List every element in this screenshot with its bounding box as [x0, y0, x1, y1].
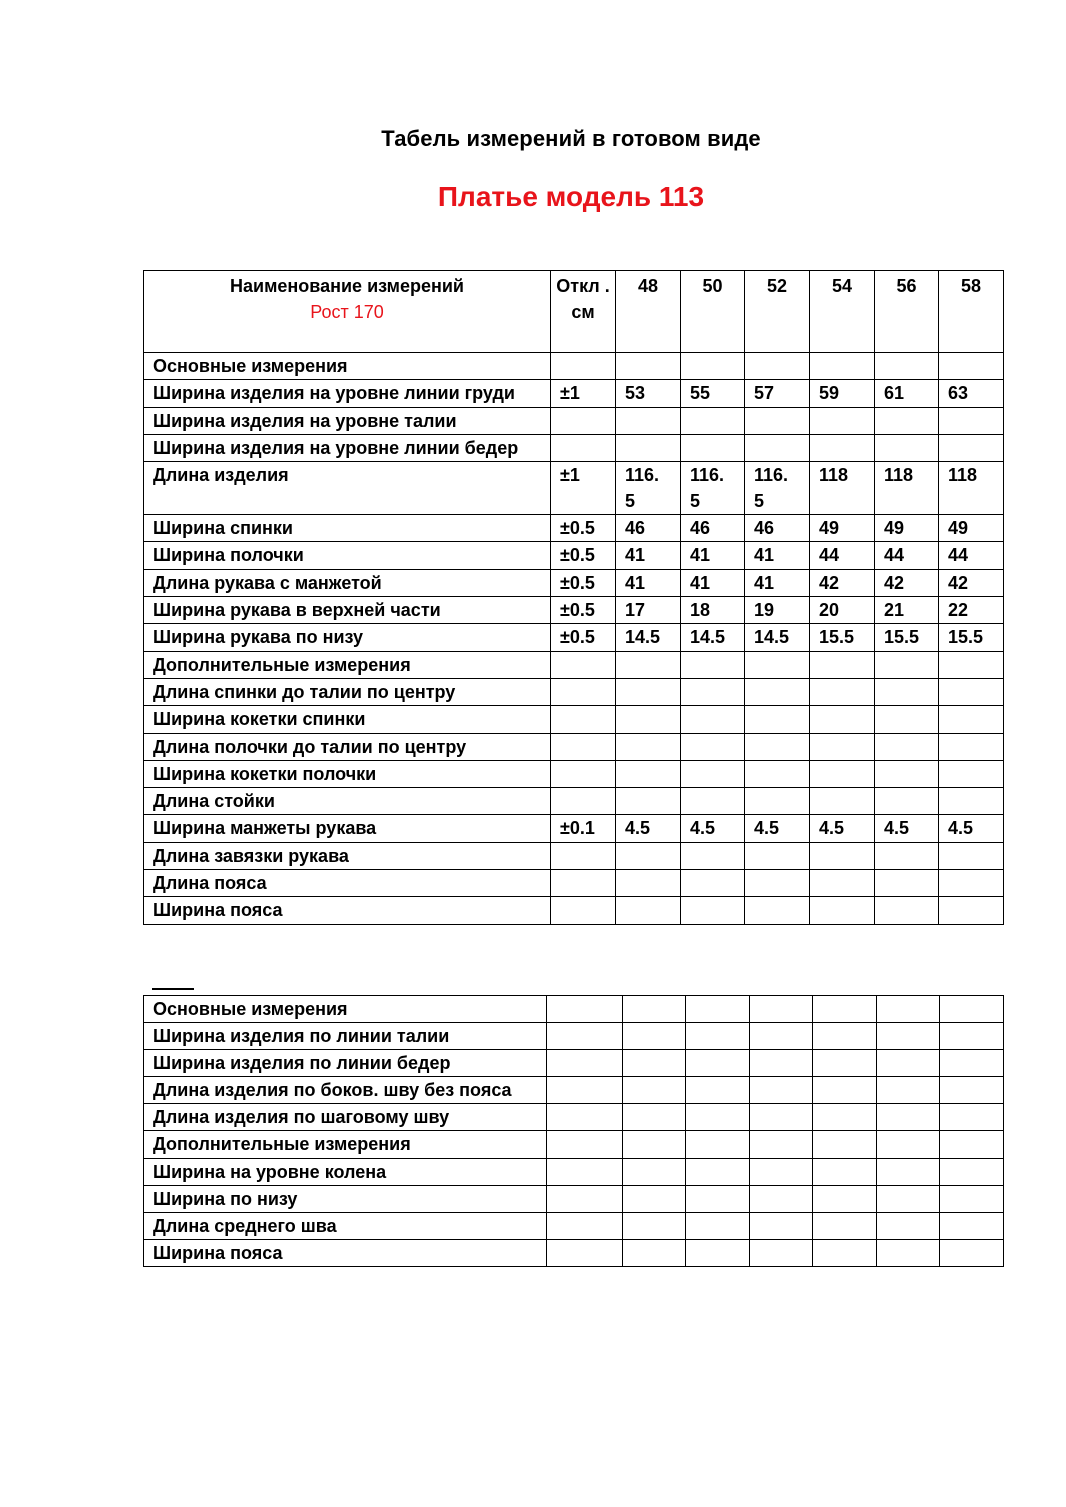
empty-cell [623, 1185, 686, 1212]
empty-cell [940, 1023, 1004, 1050]
table-row [144, 462, 1004, 515]
empty-cell [547, 1050, 623, 1077]
size-value-cell [810, 842, 875, 869]
table-row [144, 569, 1004, 596]
size-value-cell: 19 [745, 597, 810, 624]
size-value-cell [681, 897, 745, 924]
size-value-cell [939, 870, 1004, 897]
table-row [144, 1239, 1004, 1266]
table-row [144, 434, 1004, 461]
size-value-cell: 41 [616, 542, 681, 569]
measurement-name: Дополнительные измерения [144, 651, 551, 678]
size-value-cell: 17 [616, 597, 681, 624]
table-row [144, 842, 1004, 869]
table-row [144, 788, 1004, 815]
size-value-cell [939, 788, 1004, 815]
size-value-cell: 116. 5 [616, 462, 681, 515]
empty-cell [750, 1104, 813, 1131]
empty-cell [940, 996, 1004, 1023]
size-value-cell: 49 [810, 515, 875, 542]
empty-cell [940, 1212, 1004, 1239]
size-value-cell [875, 897, 939, 924]
size-value-cell [681, 760, 745, 787]
size-value-cell [810, 897, 875, 924]
empty-cell [623, 1212, 686, 1239]
measurement-name: Длина рукава с манжетой [144, 569, 551, 596]
size-value-cell [616, 760, 681, 787]
empty-cell [813, 1023, 877, 1050]
measurement-name: Ширина рукава в верхней части [144, 597, 551, 624]
empty-cell [547, 1158, 623, 1185]
measurement-name: Длина среднего шва [144, 1212, 547, 1239]
size-value-cell [616, 678, 681, 705]
size-value-cell [939, 353, 1004, 380]
size-value-cell [810, 733, 875, 760]
size-value-cell [810, 760, 875, 787]
table-row [144, 1158, 1004, 1185]
empty-cell [547, 1239, 623, 1266]
size-value-cell [681, 353, 745, 380]
measurement-name: Ширина рукава по низу [144, 624, 551, 651]
empty-cell [623, 1104, 686, 1131]
size-value-cell: 4.5 [810, 815, 875, 842]
empty-cell [623, 1023, 686, 1050]
model-title: Платье модель 113 [437, 181, 705, 212]
measurement-name: Ширина на уровне колена [144, 1158, 547, 1185]
size-value-cell [939, 706, 1004, 733]
table-row [144, 515, 1004, 542]
empty-cell [750, 1050, 813, 1077]
size-value-cell: 18 [681, 597, 745, 624]
size-value-cell [939, 407, 1004, 434]
size-value-cell: 53 [616, 380, 681, 407]
empty-cell [940, 1077, 1004, 1104]
header-size-52: 52 [745, 271, 810, 353]
size-value-cell [745, 760, 810, 787]
empty-cell [623, 1077, 686, 1104]
empty-cell [686, 1212, 750, 1239]
size-value-cell [616, 353, 681, 380]
size-value-cell [616, 842, 681, 869]
size-value-cell: 15.5 [875, 624, 939, 651]
deviation-cell [551, 678, 616, 705]
table-row [144, 897, 1004, 924]
size-value-cell [616, 788, 681, 815]
size-value-cell: 55 [681, 380, 745, 407]
empty-cell [813, 1131, 877, 1158]
measurement-name: Ширина кокетки спинки [144, 706, 551, 733]
size-value-cell [616, 733, 681, 760]
table-row [144, 1212, 1004, 1239]
size-value-cell: 14.5 [616, 624, 681, 651]
empty-cell [940, 1158, 1004, 1185]
size-value-cell [875, 870, 939, 897]
table-row [144, 760, 1004, 787]
size-value-cell: 14.5 [745, 624, 810, 651]
size-value-cell [875, 788, 939, 815]
size-value-cell [681, 870, 745, 897]
measurement-name: Ширина пояса [144, 1239, 547, 1266]
deviation-cell: ±0.1 [551, 815, 616, 842]
deviation-cell: ±0.5 [551, 569, 616, 596]
table-row [144, 597, 1004, 624]
table-row [144, 1104, 1004, 1131]
size-value-cell [681, 651, 745, 678]
table-row [144, 1077, 1004, 1104]
empty-cell [750, 1239, 813, 1266]
empty-cell [940, 1104, 1004, 1131]
size-value-cell [939, 897, 1004, 924]
size-value-cell [745, 733, 810, 760]
size-value-cell [616, 897, 681, 924]
table-row [144, 815, 1004, 842]
empty-cell [813, 1104, 877, 1131]
empty-cell [623, 1050, 686, 1077]
size-value-cell: 57 [745, 380, 810, 407]
deviation-cell [551, 353, 616, 380]
empty-cell [547, 1185, 623, 1212]
size-value-cell [875, 706, 939, 733]
empty-cell [877, 996, 940, 1023]
table-row [144, 706, 1004, 733]
table-row [144, 1131, 1004, 1158]
size-value-cell [810, 870, 875, 897]
empty-cell [877, 1239, 940, 1266]
size-value-cell: 118 [810, 462, 875, 515]
empty-cell [877, 1104, 940, 1131]
deviation-cell [551, 434, 616, 461]
deviation-cell: ±0.5 [551, 515, 616, 542]
empty-cell [813, 1077, 877, 1104]
size-value-cell: 116. 5 [681, 462, 745, 515]
size-value-cell: 41 [745, 569, 810, 596]
measurement-name: Основные измерения [144, 996, 547, 1023]
header-size-58: 58 [939, 271, 1004, 353]
size-value-cell: 49 [939, 515, 1004, 542]
size-value-cell: 46 [616, 515, 681, 542]
size-value-cell [681, 407, 745, 434]
size-value-cell [875, 760, 939, 787]
size-value-cell [875, 842, 939, 869]
table-row [144, 353, 1004, 380]
header-size-50: 50 [681, 271, 745, 353]
measurement-name: Длина изделия по боков. шву без пояса [144, 1077, 547, 1104]
header-size-48: 48 [616, 271, 681, 353]
measurement-name: Ширина по низу [144, 1185, 547, 1212]
deviation-cell [551, 651, 616, 678]
measurement-name: Длина изделия по шаговому шву [144, 1104, 547, 1131]
empty-cell [547, 1104, 623, 1131]
size-value-cell: 59 [810, 380, 875, 407]
size-value-cell [875, 407, 939, 434]
empty-cell [813, 1158, 877, 1185]
size-value-cell: 42 [939, 569, 1004, 596]
measurement-name: Ширина изделия на уровне линии груди [144, 380, 551, 407]
empty-cell [750, 1077, 813, 1104]
table-row [144, 624, 1004, 651]
size-value-cell: 22 [939, 597, 1004, 624]
empty-cell [877, 1185, 940, 1212]
table-row [144, 651, 1004, 678]
size-value-cell: 4.5 [745, 815, 810, 842]
empty-cell [686, 1023, 750, 1050]
deviation-cell: ±1 [551, 380, 616, 407]
empty-cell [623, 1239, 686, 1266]
empty-cell [750, 1131, 813, 1158]
empty-cell [686, 1077, 750, 1104]
size-value-cell: 61 [875, 380, 939, 407]
deviation-cell: ±0.5 [551, 624, 616, 651]
size-value-cell: 42 [810, 569, 875, 596]
size-value-cell [681, 842, 745, 869]
size-value-cell [875, 651, 939, 678]
size-value-cell: 15.5 [810, 624, 875, 651]
size-value-cell [810, 434, 875, 461]
empty-cell [813, 1212, 877, 1239]
header-name-cell [144, 271, 551, 353]
measurement-name: Длина полочки до талии по центру [144, 733, 551, 760]
header-size-56: 56 [875, 271, 939, 353]
deviation-cell [551, 897, 616, 924]
deviation-cell: ±0.5 [551, 597, 616, 624]
empty-cell [750, 996, 813, 1023]
size-value-cell: 42 [875, 569, 939, 596]
empty-cell [686, 1050, 750, 1077]
measurement-name: Ширина изделия на уровне талии [144, 407, 551, 434]
size-value-cell [810, 788, 875, 815]
measurement-name: Длина стойки [144, 788, 551, 815]
size-value-cell: 116. 5 [745, 462, 810, 515]
measurement-name: Длина пояса [144, 870, 551, 897]
empty-cell [940, 1185, 1004, 1212]
size-value-cell: 20 [810, 597, 875, 624]
measurement-name: Ширина пояса [144, 897, 551, 924]
deviation-cell: ±0.5 [551, 542, 616, 569]
size-value-cell [939, 434, 1004, 461]
size-value-cell [616, 407, 681, 434]
empty-cell [547, 1023, 623, 1050]
size-value-cell: 14.5 [681, 624, 745, 651]
size-value-cell [681, 434, 745, 461]
size-value-cell [616, 870, 681, 897]
table-row [144, 996, 1004, 1023]
empty-cell [686, 1239, 750, 1266]
size-value-cell [810, 651, 875, 678]
size-value-cell: 63 [939, 380, 1004, 407]
size-value-cell [810, 678, 875, 705]
measurements-table [143, 270, 1004, 925]
deviation-cell: ±1 [551, 462, 616, 515]
size-value-cell [745, 897, 810, 924]
size-value-cell [745, 434, 810, 461]
empty-cell [750, 1212, 813, 1239]
measurement-name: Ширина полочки [144, 542, 551, 569]
empty-cell [813, 1239, 877, 1266]
size-value-cell [810, 353, 875, 380]
empty-cell [750, 1158, 813, 1185]
size-value-cell [745, 706, 810, 733]
measurement-name: Ширина изделия по линии талии [144, 1023, 547, 1050]
size-value-cell [745, 651, 810, 678]
empty-cell [686, 1104, 750, 1131]
size-value-cell [939, 760, 1004, 787]
size-value-cell: 4.5 [616, 815, 681, 842]
size-value-cell [616, 706, 681, 733]
empty-cell [813, 1185, 877, 1212]
size-value-cell: 44 [810, 542, 875, 569]
empty-cell [877, 1212, 940, 1239]
size-value-cell [810, 407, 875, 434]
measurement-name: Ширина манжеты рукава [144, 815, 551, 842]
measurement-name: Длина изделия [144, 462, 551, 515]
empty-cell [686, 1131, 750, 1158]
measurement-name: Дополнительные измерения [144, 1131, 547, 1158]
empty-cell [686, 1185, 750, 1212]
measurement-name: Ширина изделия по линии бедер [144, 1050, 547, 1077]
size-value-cell [616, 651, 681, 678]
size-value-cell: 15.5 [939, 624, 1004, 651]
deviation-cell [551, 706, 616, 733]
table-row [144, 407, 1004, 434]
size-value-cell [939, 842, 1004, 869]
size-value-cell [616, 434, 681, 461]
table-row [144, 870, 1004, 897]
measurement-name: Ширина изделия на уровне линии бедер [144, 434, 551, 461]
size-value-cell: 41 [681, 542, 745, 569]
empty-cell [547, 996, 623, 1023]
table-row [144, 1023, 1004, 1050]
empty-cell [623, 1131, 686, 1158]
size-value-cell [681, 678, 745, 705]
size-value-cell [745, 788, 810, 815]
empty-cell [877, 1077, 940, 1104]
empty-cell [877, 1023, 940, 1050]
size-value-cell: 118 [875, 462, 939, 515]
deviation-cell [551, 760, 616, 787]
size-value-cell [875, 678, 939, 705]
document-title: Табель измерений в готовом виде [381, 126, 761, 151]
empty-cell [940, 1050, 1004, 1077]
size-value-cell: 46 [681, 515, 745, 542]
header-deviation-cell [551, 271, 616, 353]
size-value-cell: 41 [616, 569, 681, 596]
deviation-cell [551, 870, 616, 897]
empty-cell [547, 1077, 623, 1104]
measurement-name: Длина завязки рукава [144, 842, 551, 869]
empty-cell [877, 1158, 940, 1185]
empty-cell [750, 1023, 813, 1050]
size-value-cell [745, 678, 810, 705]
measurement-name: Основные измерения [144, 353, 551, 380]
size-value-cell: 44 [939, 542, 1004, 569]
measurement-name: Ширина спинки [144, 515, 551, 542]
header-height-label: Рост 170 [310, 302, 384, 322]
table-row [144, 542, 1004, 569]
deviation-cell [551, 842, 616, 869]
size-value-cell: 46 [745, 515, 810, 542]
empty-cell [813, 1050, 877, 1077]
size-value-cell: 41 [681, 569, 745, 596]
size-value-cell: 41 [745, 542, 810, 569]
table-row [144, 380, 1004, 407]
deviation-cell [551, 788, 616, 815]
header-name-label: Наименование измерений [230, 276, 464, 296]
size-value-cell [681, 706, 745, 733]
size-value-cell: 118 [939, 462, 1004, 515]
size-value-cell [745, 842, 810, 869]
deviation-cell [551, 733, 616, 760]
empty-cell [940, 1131, 1004, 1158]
table-row [144, 678, 1004, 705]
size-value-cell [745, 353, 810, 380]
size-value-cell [939, 733, 1004, 760]
measurements-table-secondary [143, 995, 1004, 1267]
header-deviation-label: Откл . см [556, 276, 610, 322]
size-value-cell: 49 [875, 515, 939, 542]
size-value-cell [939, 651, 1004, 678]
size-value-cell [745, 870, 810, 897]
size-value-cell: 4.5 [681, 815, 745, 842]
empty-cell [686, 996, 750, 1023]
empty-cell [547, 1212, 623, 1239]
empty-cell [623, 996, 686, 1023]
table-row [144, 1185, 1004, 1212]
size-value-cell [939, 678, 1004, 705]
table-row [144, 1050, 1004, 1077]
empty-cell [686, 1158, 750, 1185]
size-value-cell: 44 [875, 542, 939, 569]
size-value-cell [875, 733, 939, 760]
size-value-cell: 21 [875, 597, 939, 624]
size-value-cell: 4.5 [939, 815, 1004, 842]
header-size-54: 54 [810, 271, 875, 353]
empty-cell [877, 1131, 940, 1158]
size-value-cell: 4.5 [875, 815, 939, 842]
size-value-cell [745, 407, 810, 434]
size-value-cell [681, 788, 745, 815]
empty-cell [940, 1239, 1004, 1266]
empty-cell [877, 1050, 940, 1077]
size-value-cell [875, 353, 939, 380]
empty-cell [813, 996, 877, 1023]
size-value-cell [810, 706, 875, 733]
empty-cell [750, 1185, 813, 1212]
size-value-cell [875, 434, 939, 461]
measurement-name: Длина спинки до талии по центру [144, 678, 551, 705]
empty-cell [547, 1131, 623, 1158]
table-header-row [144, 271, 1004, 353]
table-row [144, 733, 1004, 760]
separator-dash [152, 988, 194, 990]
deviation-cell [551, 407, 616, 434]
measurement-name: Ширина кокетки полочки [144, 760, 551, 787]
size-value-cell [681, 733, 745, 760]
empty-cell [623, 1158, 686, 1185]
